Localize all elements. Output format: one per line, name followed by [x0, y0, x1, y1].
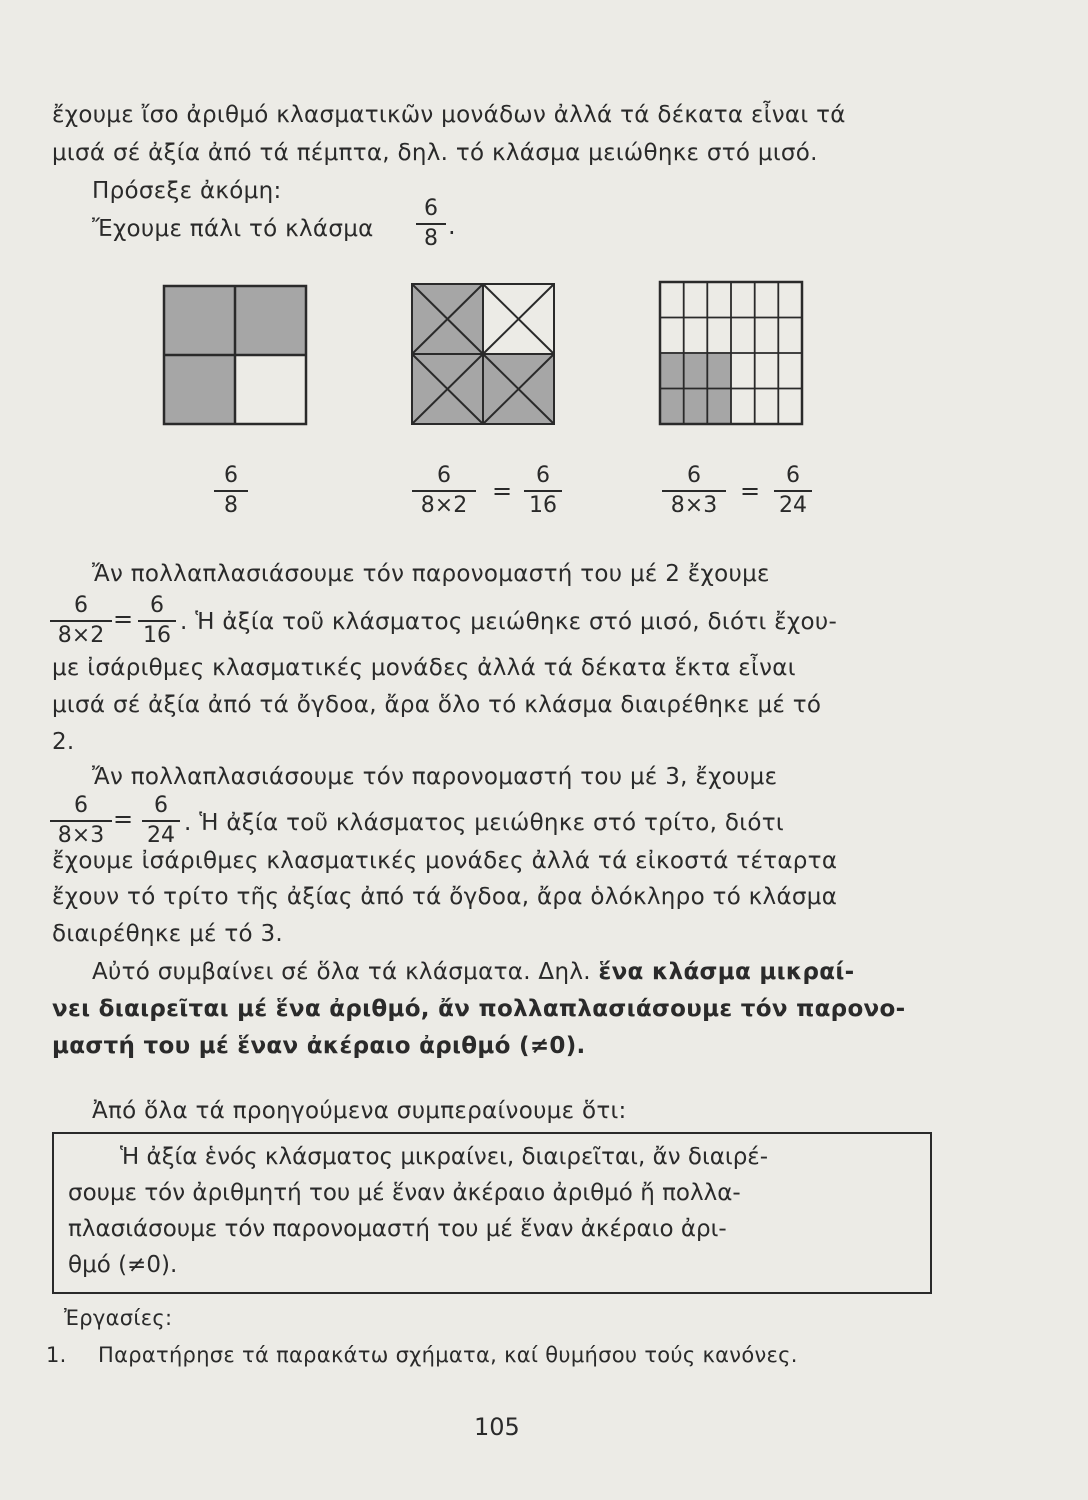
page-number: 105	[474, 1413, 520, 1441]
equation-fraction: 6 16	[138, 593, 176, 649]
figure-square-triangles	[410, 282, 556, 426]
text-line: μισά σέ ἀξία ἀπό τά ὄγδοα, ἄρα ὅλο τό κλάσμα διαιρέθηκε μέ τό	[52, 692, 822, 718]
text-line: διαιρέθηκε μέ τό 3.	[52, 921, 284, 947]
caption-fraction-6-8x3: 6 8×3	[662, 463, 726, 519]
equation-fraction: 6 8×2	[50, 593, 112, 649]
rule-line: θμό (≠0).	[68, 1252, 178, 1278]
rule-box	[52, 1132, 932, 1294]
text-line: 2.	[52, 729, 75, 755]
textbook-page: ἔχουμε ἴσο ἀριθμό κλασματικῶν μονάδων ἀλλά τά δέκατα εἶναι τά μισά σέ ἀξία ἀπό τά πέμπτα, δηλ. τό κλάσμα μειώθηκε στό μισό. Πρόσεξε ἀκόμη: Ἔχουμε πάλι τό κλάσμα 6 8 . 6 8 6 8×2 = 6 16 6 8×3 = 6 24 Ἄν πολλαπλασιάσουμε τόν παρονομαστή του μέ 2 ἔχουμε 6 8×2 = 6 16 . Ἡ ἀξία τοῦ κλάσματος μειώθηκε στό μισό, διότι ἔχου- με ἰσάριθμες κλασματικές μονάδες ἀλλά τά δέκατα ἕκτα εἶναι μισά σέ ἀξία ἀπό τά ὄγδοα, ἄρα ὅλο τό κλάσμα διαιρέθηκε μέ τό 2. Ἄν πολλαπλασιάσουμε τόν παρονομαστή του μέ 3, ἔχουμε 6 8×3 = 6 24 . Ἡ ἀξία τοῦ κλάσματος μειώθηκε στό τρίτο, διότι ἔχουμε ἰσάριθμες κλασματικές μονάδες ἀλλά τά εἰκοστά τέταρτα ἔχουν τό τρίτο τῆς ἀξίας ἀπό τά ὄγδοα, ἄρα ὁλόκληρο τό κλάσμα διαιρέθηκε μέ τό 3. Αὐτό συμβαίνει σέ ὅλα τά κλάσματα. Δηλ. ἕνα κλάσμα μικραί- νει διαιρεῖται μέ ἕνα ἀριθμό, ἄν πολλαπλασιάσουμε τόν παρονο- μαστή του μέ ἕναν ἀκέραιο ἀριθμό (≠0). Ἀπό ὅλα τά προηγούμενα συμπεραίνουμε ὅτι: Ἡ ἀξία ἑνός κλάσματος μικραίνει, διαιρεῖται, ἄν διαιρέ- σουμε τόν ἀριθμητή του μέ ἕναν ἀκέραιο ἀριθμό ἤ πολλα- πλασιάσουμε τόν παρονομαστή του μέ ἕναν ἀκέραιο ἀρι- θμό (≠0). Ἐργασίες: 1. Παρατήρησε τά παρακάτω σχήματα, καί θυμήσου τούς κανόνες. 105	[0, 0, 1088, 1500]
exercises-title: Ἐργασίες:	[64, 1306, 173, 1330]
bold-rule: νει διαιρεῖται μέ ἕνα ἀριθμό, ἄν πολλαπλασιάσουμε τόν παρονο-	[52, 996, 906, 1022]
caption-fraction-6-24: 6 24	[774, 463, 812, 519]
rule-line: σουμε τόν ἀριθμητή του μέ ἕναν ἀκέραιο ἀριθμό ἤ πολλα-	[68, 1180, 741, 1206]
text-line: Ἄν πολλαπλασιάσουμε τόν παρονομαστή του μέ 3, ἔχουμε	[92, 764, 778, 790]
exercise-number: 1.	[46, 1343, 67, 1367]
text-line: Ἔχουμε πάλι τό κλάσμα	[92, 216, 374, 242]
text-line: ἔχουν τό τρίτο τῆς ἀξίας ἀπό τά ὄγδοα, ἄρα ὁλόκληρο τό κλάσμα	[52, 884, 838, 910]
caption-fraction-6-16: 6 16	[524, 463, 562, 519]
text-line: ἔχουμε ἴσο ἀριθμό κλασματικῶν μονάδων ἀλλά τά δέκατα εἶναι τά	[52, 102, 846, 128]
text-line: . Ἡ ἀξία τοῦ κλάσματος μειώθηκε στό μισό, διότι ἔχου-	[180, 609, 838, 635]
text-line: Αὐτό συμβαίνει σέ ὅλα τά κλάσματα. Δηλ. ἕνα κλάσμα μικραί-	[92, 959, 855, 985]
bold-rule: ἕνα κλάσμα μικραί-	[598, 959, 855, 985]
rule-line: Ἡ ἀξία ἑνός κλάσματος μικραίνει, διαιρεῖται, ἄν διαιρέ-	[120, 1144, 769, 1170]
figure-grid-24	[658, 280, 804, 426]
text-line: Ἀπό ὅλα τά προηγούμενα συμπεραίνουμε ὅτι:	[92, 1098, 627, 1124]
rule-line: πλασιάσουμε τόν παρονομαστή του μέ ἕναν ἀκέραιο ἀρι-	[68, 1216, 727, 1242]
figure-square-quarters	[162, 284, 308, 426]
exercise-text: Παρατήρησε τά παρακάτω σχήματα, καί θυμήσου τούς κανόνες.	[98, 1343, 798, 1367]
text-line: Ἄν πολλαπλασιάσουμε τόν παρονομαστή του μέ 2 ἔχουμε	[92, 561, 770, 587]
inline-fraction: 6 8	[416, 196, 446, 252]
text-line: Πρόσεξε ἀκόμη:	[92, 178, 282, 204]
text-line: . Ἡ ἀξία τοῦ κλάσματος μειώθηκε στό τρίτο, διότι	[184, 810, 784, 836]
bold-rule: μαστή του μέ ἕναν ἀκέραιο ἀριθμό (≠0).	[52, 1033, 586, 1059]
text-line: με ἰσάριθμες κλασματικές μονάδες ἀλλά τά δέκατα ἕκτα εἶναι	[52, 655, 796, 681]
text-line: ἔχουμε ἰσάριθμες κλασματικές μονάδες ἀλλά τά εἰκοστά τέταρτα	[52, 848, 838, 874]
caption-fraction-6-8x2: 6 8×2	[412, 463, 476, 519]
equation-fraction: 6 8×3	[50, 793, 112, 849]
equation-fraction: 6 24	[142, 793, 180, 849]
text-line: μισά σέ ἀξία ἀπό τά πέμπτα, δηλ. τό κλάσμα μειώθηκε στό μισό.	[52, 140, 818, 166]
caption-fraction-6-8: 6 8	[214, 463, 248, 519]
